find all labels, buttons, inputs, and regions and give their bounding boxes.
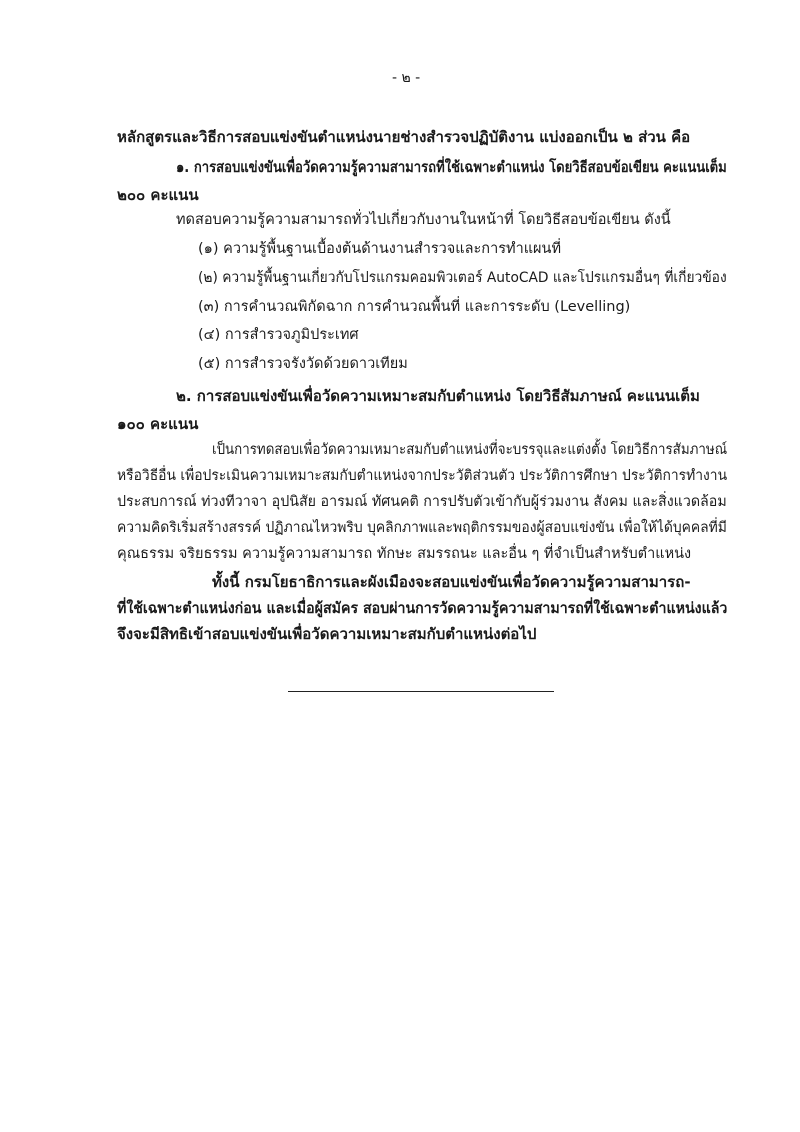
section1-title-line2: ๒๐๐ คะแนน bbox=[117, 186, 199, 204]
list-item: (๔) การสำรวจภูมิประเทศ bbox=[198, 327, 359, 343]
end-divider bbox=[288, 691, 554, 692]
list-item: (๓) การคำนวณพิกัดฉาก การคำนวณพื้นที่ และการระดับ (Levelling) bbox=[198, 299, 631, 315]
section2-paragraph-line: เป็นการทดสอบเพื่อวัดความเหมาะสมกับตำแหน่งที่จะบรรจุและแต่งตั้ง โดยวิธีการสัมภาษณ์ bbox=[212, 442, 728, 458]
document-heading: หลักสูตรและวิธีการสอบแข่งขันตำแหน่งนายช่างสำรวจปฏิบัติงาน แบ่งออกเป็น ๒ ส่วน คือ bbox=[117, 128, 691, 146]
section2-title-line2: ๑๐๐ คะแนน bbox=[117, 415, 199, 433]
list-item: (๕) การสำรวจรังวัดด้วยดาวเทียม bbox=[198, 356, 408, 372]
section2-paragraph-line: ประสบการณ์ ท่วงทีวาจา อุปนิสัย อารมณ์ ทัศนคติ การปรับตัวเข้ากับผู้ร่วมงาน สังคม และสิ่งแวดล้อม bbox=[117, 494, 727, 510]
list-item: (๑) ความรู้พื้นฐานเบื้องต้นด้านงานสำรวจและการทำแผนที่ bbox=[198, 241, 562, 257]
section2-paragraph-line: ความคิดริเริ่มสร้างสรรค์ ปฏิภาณไหวพริบ บุคลิกภาพและพฤติกรรมของผู้สอบแข่งขัน เพื่อให้ได้บุคคลที่มี bbox=[117, 520, 727, 536]
list-item: (๒) ความรู้พื้นฐานเกี่ยวกับโปรแกรมคอมพิวเตอร์ AutoCAD และโปรแกรมอื่นๆ ที่เกี่ยวข้อง bbox=[198, 270, 727, 286]
section2-title-line1: ๒. การสอบแข่งขันเพื่อวัดความเหมาะสมกับตำแหน่ง โดยวิธีสัมภาษณ์ คะแนนเต็ม bbox=[176, 387, 700, 405]
section1-intro: ทดสอบความรู้ความสามารถทั่วไปเกี่ยวกับงานในหน้าที่ โดยวิธีสอบข้อเขียน ดังนี้ bbox=[176, 212, 671, 228]
section2-paragraph-line: หรือวิธีอื่น เพื่อประเมินความเหมาะสมกับตำแหน่งจากประวัติส่วนตัว ประวัติการศึกษา ประวัติการทำงาน bbox=[117, 468, 728, 484]
closing-line: จึงจะมีสิทธิเข้าสอบแข่งขันเพื่อวัดความเหมาะสมกับตำแหน่งต่อไป bbox=[117, 625, 537, 643]
section2-paragraph-line: คุณธรรม จริยธรรม ความรู้ความสามารถ ทักษะ สมรรถนะ และอื่น ๆ ที่จำเป็นสำหรับตำแหน่ง bbox=[117, 546, 692, 562]
closing-line: ที่ใช้เฉพาะตำแหน่งก่อน และเมื่อผู้สมัคร สอบผ่านการวัดความรู้ความสามารถที่ใช้เฉพาะตำแหน่งแล้ว bbox=[117, 599, 728, 617]
page-number: - ๒ - bbox=[392, 70, 421, 86]
closing-line: ทั้งนี้ กรมโยธาธิการและผังเมืองจะสอบแข่งขันเพื่อวัดความรู้ความสามารถ- bbox=[212, 573, 691, 591]
section1-title-line1: ๑. การสอบแข่งขันเพื่อวัดความรู้ความสามารถที่ใช้เฉพาะตำแหน่ง โดยวิธีสอบข้อเขียน คะแนนเต็ม bbox=[176, 158, 727, 176]
